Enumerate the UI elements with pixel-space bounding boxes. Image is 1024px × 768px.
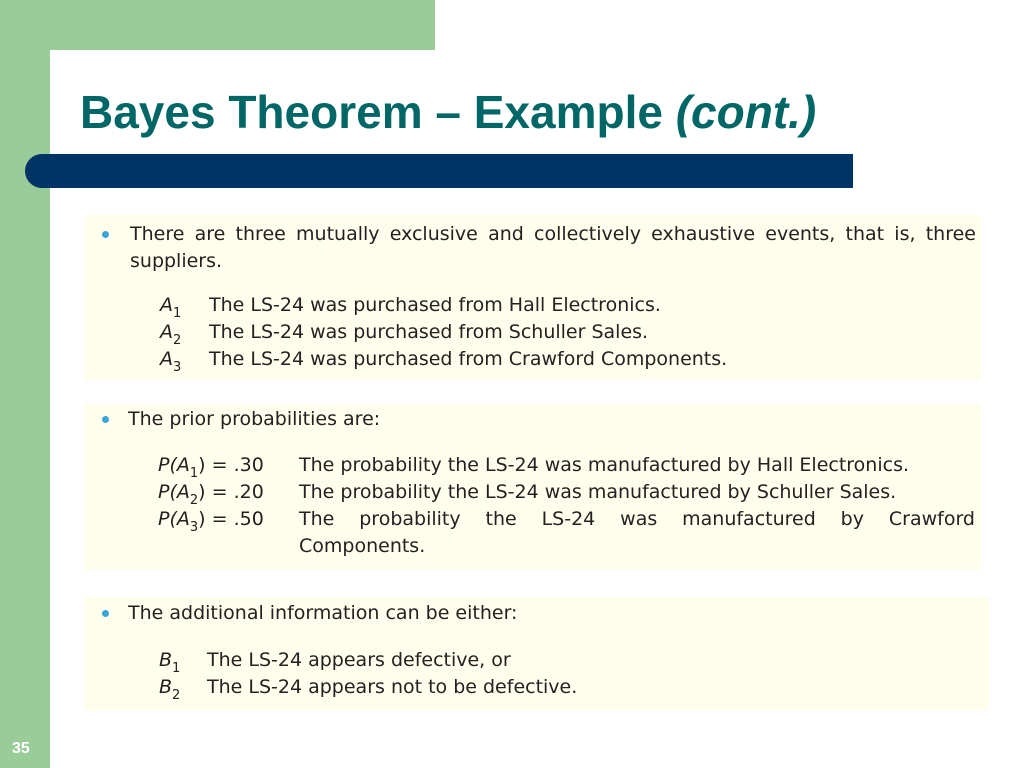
outcome-description: The LS-24 appears defective, or <box>207 649 511 671</box>
event-symbol: $A_3$ <box>160 348 182 375</box>
left-green-stripe <box>0 0 50 768</box>
title-emphasis: (cont.) <box>675 86 817 138</box>
slide-number: 35 <box>12 740 30 757</box>
additional-info-box <box>84 597 989 710</box>
prior-description: The probability the LS-24 was manufactured by Crawford Components. <box>299 508 975 557</box>
bullet-icon <box>102 231 109 238</box>
event-description: The LS-24 was purchased from Schuller Sales. <box>209 321 649 343</box>
event-symbol: $A_1$ <box>160 294 182 321</box>
event-description: The LS-24 was purchased from Crawford Components. <box>209 348 728 370</box>
outcome-symbol: $B_1$ <box>159 649 181 676</box>
prior-expression: $P(A_1) = .30$ <box>158 454 264 481</box>
event-description: The LS-24 was purchased from Hall Electronics. <box>209 294 661 316</box>
bullet-icon <box>102 610 109 617</box>
suppliers-bullet-text: There are three mutually exclusive and collectively exhaustive events, that is, three suppliers. <box>130 223 976 272</box>
prior-description: The probability the LS-24 was manufactured by Schuller Sales. <box>299 481 897 503</box>
prior-probabilities-box <box>84 404 981 570</box>
bullet-icon <box>102 416 109 423</box>
prior-expression: $P(A_2) = .20$ <box>158 481 264 508</box>
additional-bullet-text: The additional information can be either: <box>128 602 518 624</box>
prior-bullet-text: The prior probabilities are: <box>128 408 381 430</box>
outcome-symbol: $B_2$ <box>159 676 181 703</box>
outcome-description: The LS-24 appears not to be defective. <box>207 676 578 698</box>
title-main: Bayes Theorem – Example <box>80 86 676 138</box>
top-green-stripe <box>0 0 435 50</box>
event-symbol: $A_2$ <box>160 321 182 348</box>
title-underline-bar <box>25 154 853 188</box>
suppliers-box <box>84 215 981 380</box>
prior-description: The probability the LS-24 was manufactured by Hall Electronics. <box>299 454 910 476</box>
slide-title <box>80 80 816 144</box>
prior-expression: $P(A_3) = .50$ <box>158 508 264 535</box>
